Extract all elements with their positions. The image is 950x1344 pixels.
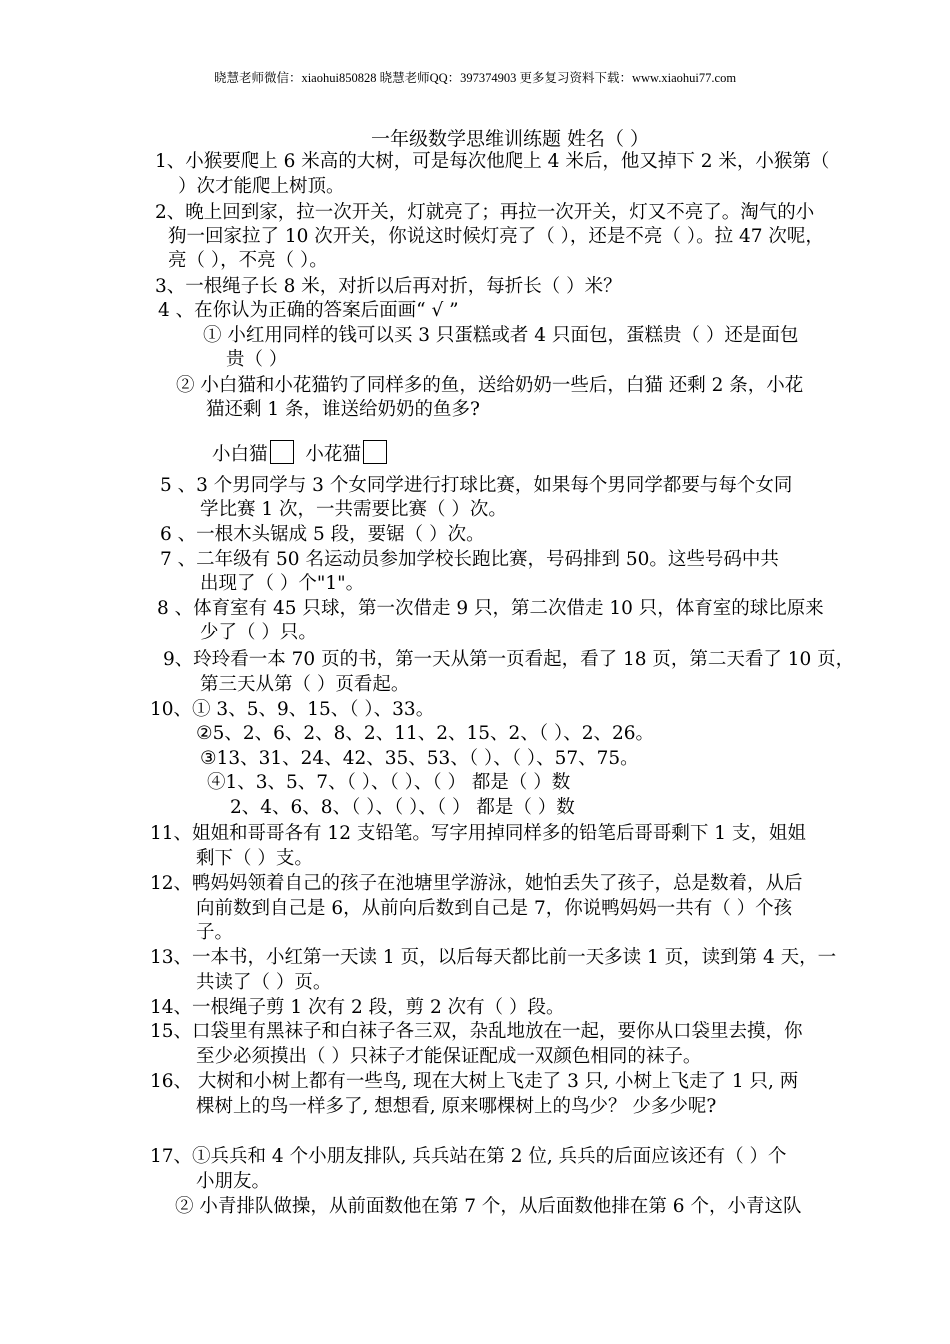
q11-line1: 11、姐姐和哥哥各有 12 支铅笔。写字用掉同样多的铅笔后哥哥剩下 1 支，姐姐	[150, 823, 806, 844]
q10-sub4-line2: 2、4、6、8、（ ）、（ ）、（ ） 都是（ ）数	[230, 797, 575, 818]
q14-line1: 14、一根绳子剪 1 次有 2 段，剪 2 次有（ ）段。	[150, 997, 565, 1018]
q15-line1: 15、口袋里有黑袜子和白袜子各三双，杂乱地放在一起，要你从口袋里去摸，你	[150, 1021, 803, 1042]
white-cat-label: 小白猫	[212, 444, 268, 465]
white-cat-answer-box[interactable]	[270, 440, 294, 464]
q17-sub1-line1: 17、①兵兵和 4 个小朋友排队, 兵兵站在第 2 位, 兵兵的后面应该还有（ ）个	[150, 1146, 787, 1167]
q13-line1: 13、一本书，小红第一天读 1 页，以后每天都比前一天多读 1 页，读到第 4 天，一	[150, 947, 837, 968]
q9-line2: 第三天从第（ ）页看起。	[200, 674, 410, 695]
q10-sub4-line1: ④1、3、5、7、（ ）、（ ）、（ ） 都是（ ）数	[207, 772, 571, 793]
q4-sub2-line2: 猫还剩 1 条，谁送给奶奶的鱼多?	[206, 399, 480, 420]
q13-line2: 共读了（ ）页。	[196, 972, 332, 993]
q17-sub1-line2: 小朋友。	[196, 1171, 271, 1192]
q4-sub1-line2: 贵（ ）	[226, 349, 288, 370]
q10-sub2: ②5、2、6、2、8、2、11、2、15、2、（ ）、2、26。	[196, 723, 655, 744]
q5-line2: 学比赛 1 次，一共需要比赛（ ）次。	[200, 499, 507, 520]
q4-line1: 4 、在你认为正确的答案后面画“ √ ”	[158, 300, 459, 321]
q9-line1: 9、玲玲看一本 70 页的书，第一天从第一页看起，看了 18 页，第二天看了 10 页，	[163, 649, 855, 670]
q16-line2: 棵树上的鸟一样多了, 想想看, 原来哪棵树上的鸟少？ 少多少呢?	[196, 1096, 717, 1117]
flower-cat-label: 小花猫	[305, 444, 361, 465]
q4-sub2-line1: ② 小白猫和小花猫钓了同样多的鱼，送给奶奶一些后，白猫 还剩 2 条，小花	[176, 375, 804, 396]
q2-line2: 狗一回家拉了 10 次开关，你说这时候灯亮了（ ），还是不亮（ ）。拉 47 次呢，	[168, 226, 824, 247]
q16-line1: 16、 大树和小树上都有一些鸟, 现在大树上飞走了 3 只, 小树上飞走了 1 只, 两	[150, 1071, 799, 1092]
q2-line1: 2、晚上回到家，拉一次开关，灯就亮了；再拉一次开关，灯又不亮了。淘气的小	[155, 202, 815, 223]
q4-sub1-line1: ① 小红用同样的钱可以买 3 只蛋糕或者 4 只面包，蛋糕贵（ ）还是面包	[203, 325, 799, 346]
q1-line1: 1、小猴要爬上 6 米高的大树，可是每次他爬上 4 米后，他又掉下 2 米，小猴第（	[155, 151, 830, 172]
q17-sub2-line1: ② 小青排队做操，从前面数他在第 7 个，从后面数他排在第 6 个，小青这队	[175, 1196, 802, 1217]
q6-line1: 6 、一根木头锯成 5 段，要锯（ ）次。	[160, 524, 485, 545]
worksheet-title: 一年级数学思维训练题 姓名（ ）	[370, 128, 650, 150]
q12-line1: 12、鸭妈妈领着自己的孩子在池塘里学游泳，她怕丢失了孩子，总是数着，从后	[150, 873, 803, 894]
page-header: 晓慧老师微信：xiaohui850828 晓慧老师QQ：397374903 更多复习资料下载：www.xiaohui77.com	[213, 71, 737, 85]
q5-line1: 5 、3 个男同学与 3 个女同学进行打球比赛，如果每个男同学都要与每个女同	[160, 475, 793, 496]
q8-line1: 8 、体育室有 45 只球，第一次借走 9 只，第二次借走 10 只，体育室的球比原来	[157, 598, 824, 619]
q10-sub1: 10、① 3、5、9、15、（ ）、33。	[150, 699, 435, 720]
q12-line2: 向前数到自己是 6，从前向后数到自己是 7，你说鸭妈妈一共有（ ）个孩	[196, 898, 793, 919]
q8-line2: 少了（ ）只。	[200, 622, 317, 643]
q2-line3: 亮（ ），不亮（ ）。	[168, 250, 328, 271]
q11-line2: 剩下（ ）支。	[196, 848, 313, 869]
q10-sub3: ③13、31、24、42、35、53、（ ）、（ ）、57、75。	[200, 748, 639, 769]
cat-answer-row	[212, 440, 387, 467]
q7-line1: 7 、二年级有 50 名运动员参加学校长跑比赛，号码排到 50。这些号码中共	[160, 549, 779, 570]
q3-line1: 3、一根绳子长 8 米，对折以后再对折，每折长（ ）米？	[155, 276, 622, 297]
q12-line3: 子。	[196, 922, 234, 943]
q7-line2: 出现了（ ）个"1"。	[200, 573, 365, 594]
q15-line2: 至少必须摸出（ ）只袜子才能保证配成一双颜色相同的袜子。	[196, 1046, 702, 1067]
q1-line2: ）次才能爬上树顶。	[178, 176, 345, 197]
flower-cat-answer-box[interactable]	[363, 440, 387, 464]
